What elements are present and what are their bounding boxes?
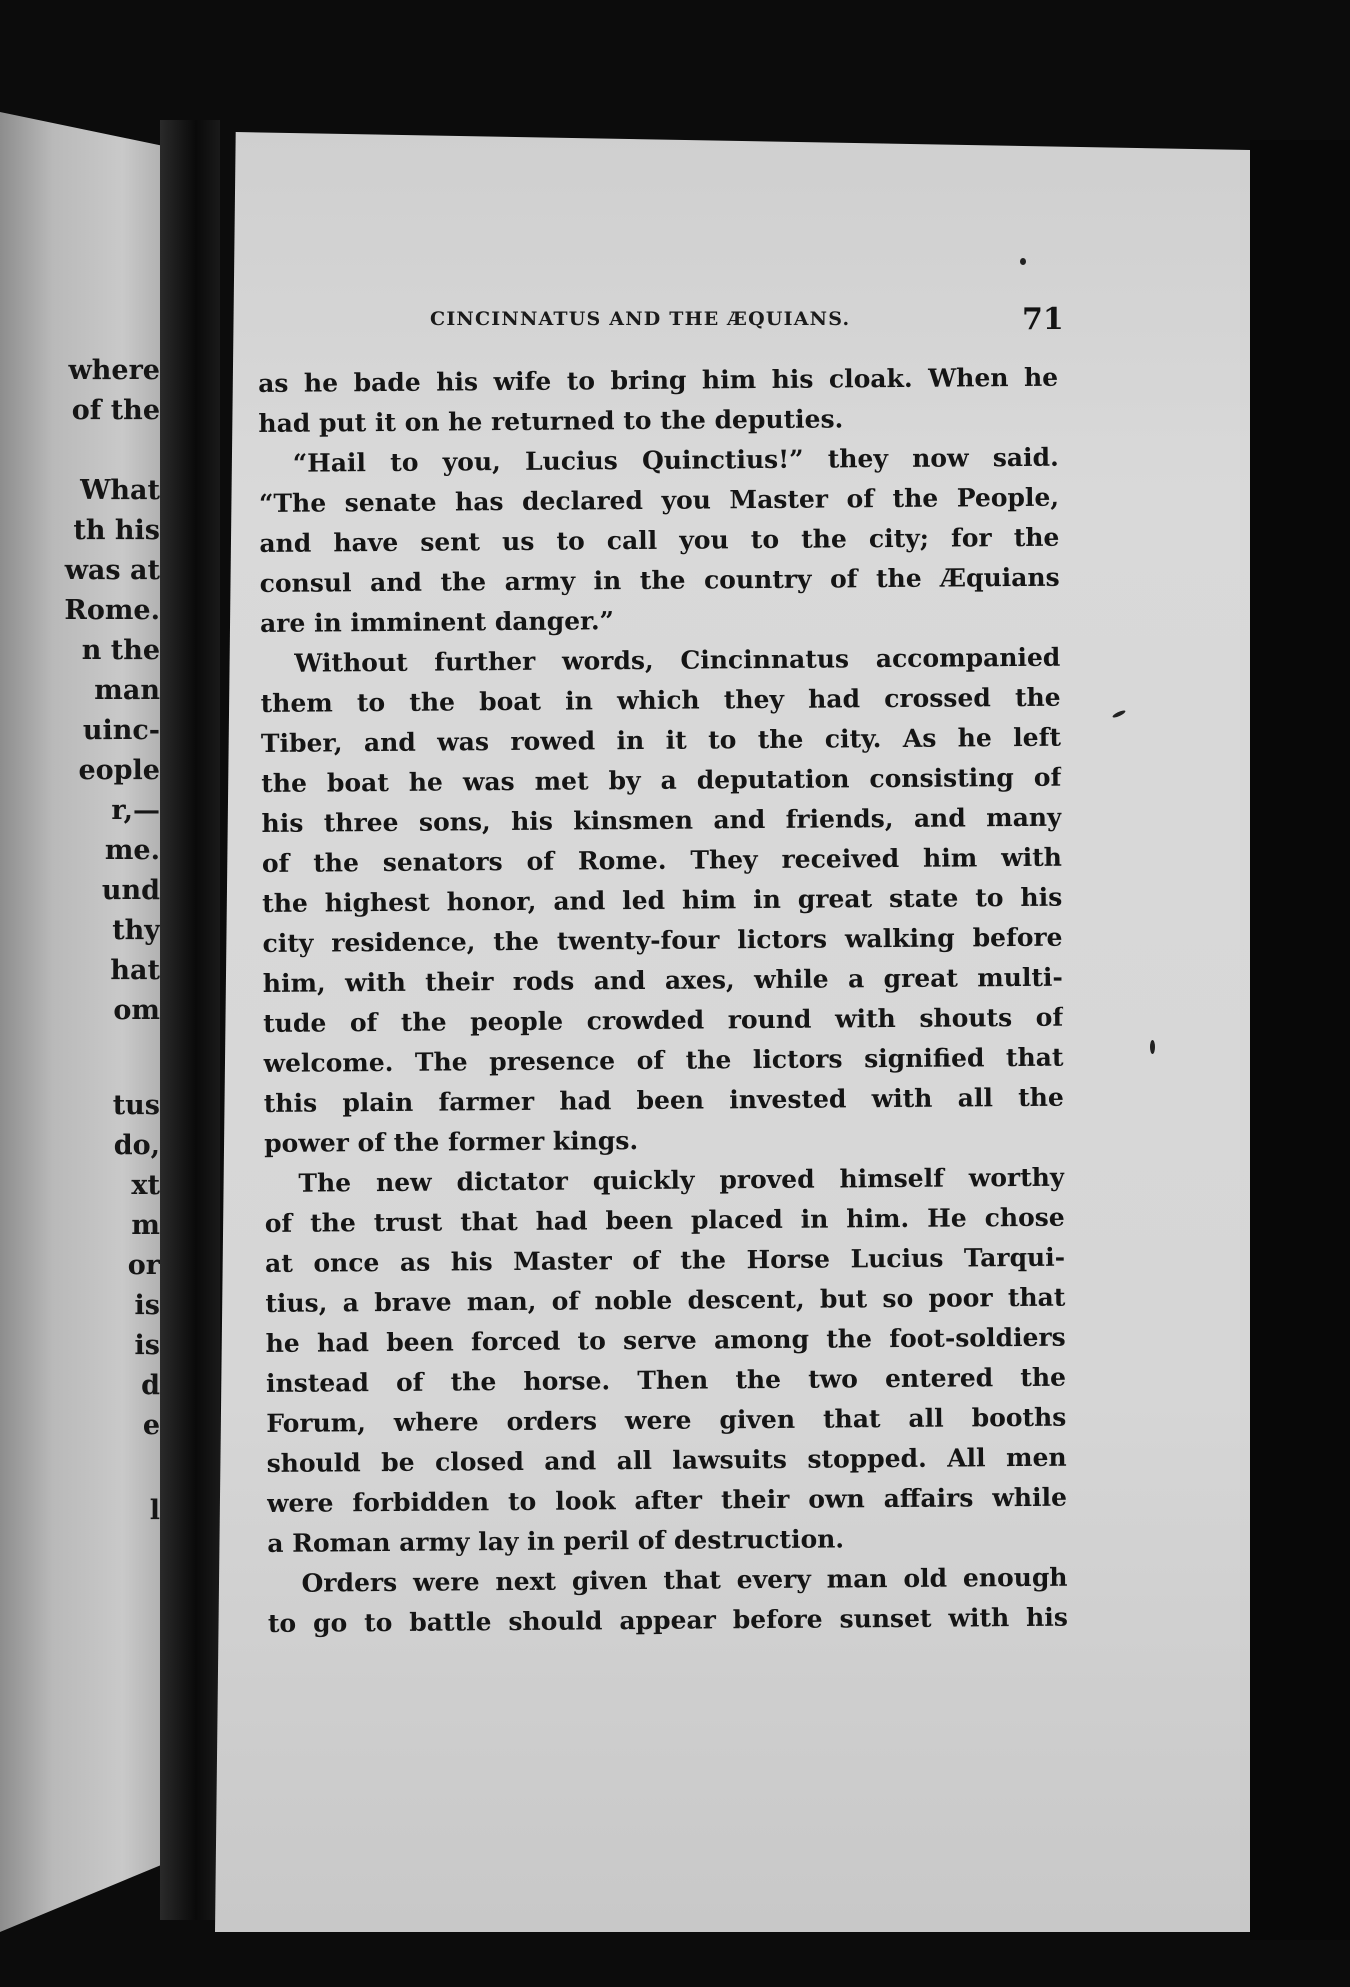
facing-line: Rome.	[64, 595, 160, 626]
text-line: he had been forced to serve among the foot-soldiers	[265, 1322, 1066, 1358]
facing-line: me.	[104, 835, 160, 866]
page-number: 71	[1022, 302, 1064, 337]
text-line: are in imminent danger.”	[259, 606, 615, 638]
scan-speck	[1150, 1040, 1155, 1054]
text-line: as he bade his wife to bring him his cloak. When he	[258, 362, 1059, 398]
facing-line: where	[68, 355, 160, 386]
facing-line: of the	[71, 395, 160, 426]
text-line: Tiber, and was rowed in it to the city. As he left	[260, 722, 1062, 758]
facing-line: m	[131, 1210, 160, 1241]
facing-line: hat	[110, 955, 160, 986]
text-line: Forum, where orders were given that all booths	[266, 1402, 1067, 1438]
text-line: power of the former kings.	[264, 1126, 639, 1158]
facing-line: was at	[64, 555, 160, 586]
facing-line: th his	[73, 515, 160, 546]
facing-line: uinc-	[82, 715, 160, 746]
text-line: The new dictator quickly proved himself worthy	[298, 1162, 1065, 1198]
facing-line: om	[113, 995, 160, 1026]
text-line: city residence, the twenty-four lictors walking before	[262, 922, 1063, 958]
text-line: a Roman army lay in peril of destruction.	[267, 1524, 845, 1558]
text-line: them to the boat in which they had crossed the	[260, 682, 1061, 718]
text-line: him, with their rods and axes, while a great multi-	[262, 962, 1063, 998]
text-line: at once as his Master of the Horse Lucius Tarqui-	[264, 1242, 1066, 1278]
facing-line: eople	[78, 755, 160, 786]
facing-line: tus	[112, 1090, 160, 1121]
text-line: “The senate has declared you Master of the People,	[258, 482, 1060, 518]
text-line: Without further words, Cincinnatus accompanied	[294, 642, 1061, 678]
facing-line: r,—	[111, 795, 160, 826]
facing-line: is	[134, 1290, 160, 1321]
text-line: tius, a brave man, of noble descent, but so poor that	[265, 1282, 1066, 1318]
facing-line: n the	[81, 635, 160, 666]
facing-line: What	[80, 475, 160, 506]
text-line: of the senators of Rome. They received him with	[261, 842, 1063, 878]
text-line: his three sons, his kinsmen and friends, and many	[261, 802, 1062, 838]
facing-line: man	[94, 675, 160, 706]
facing-line: do,	[113, 1130, 160, 1161]
text-line: “Hail to you, Lucius Quinctius!” they now said.	[292, 442, 1059, 478]
page-edge	[1250, 140, 1350, 1940]
facing-line: e	[142, 1410, 160, 1441]
facing-line: is	[134, 1330, 160, 1361]
text-line: to go to battle should appear before sunset with his	[267, 1602, 1068, 1638]
facing-line: xt	[131, 1170, 160, 1201]
text-line: consul and the army in the country of the Æquians	[259, 562, 1060, 598]
text-line: welcome. The presence of the lictors signified that	[263, 1042, 1064, 1078]
text-line: the highest honor, and led him in great state to his	[262, 882, 1063, 918]
facing-line: thy	[112, 915, 160, 946]
running-head: CINCINNATUS AND THE ÆQUIANS.	[430, 308, 851, 330]
text-line: had put it on he returned to the deputies.	[258, 404, 844, 438]
facing-line: l	[149, 1495, 160, 1526]
text-line: were forbidden to look after their own affairs while	[266, 1482, 1068, 1518]
facing-line: or	[127, 1250, 160, 1281]
facing-line: und	[101, 875, 160, 906]
book-gutter	[160, 120, 220, 1920]
text-line: the boat he was met by a deputation consisting of	[261, 762, 1062, 798]
body-text	[258, 358, 1068, 1644]
text-line: Orders were next given that every man old enough	[301, 1562, 1068, 1598]
text-line: tude of the people crowded round with shouts of	[263, 1002, 1064, 1038]
text-line: of the trust that had been placed in him. He chose	[264, 1202, 1065, 1238]
scan-speck	[1020, 258, 1026, 265]
text-line: this plain farmer had been invested with all the	[263, 1082, 1064, 1118]
text-line: and have sent us to call you to the city; for the	[259, 522, 1060, 558]
text-line: should be closed and all lawsuits stopped. All men	[266, 1442, 1067, 1478]
facing-line: d	[141, 1370, 160, 1401]
text-line: instead of the horse. Then the two entered the	[265, 1362, 1067, 1398]
